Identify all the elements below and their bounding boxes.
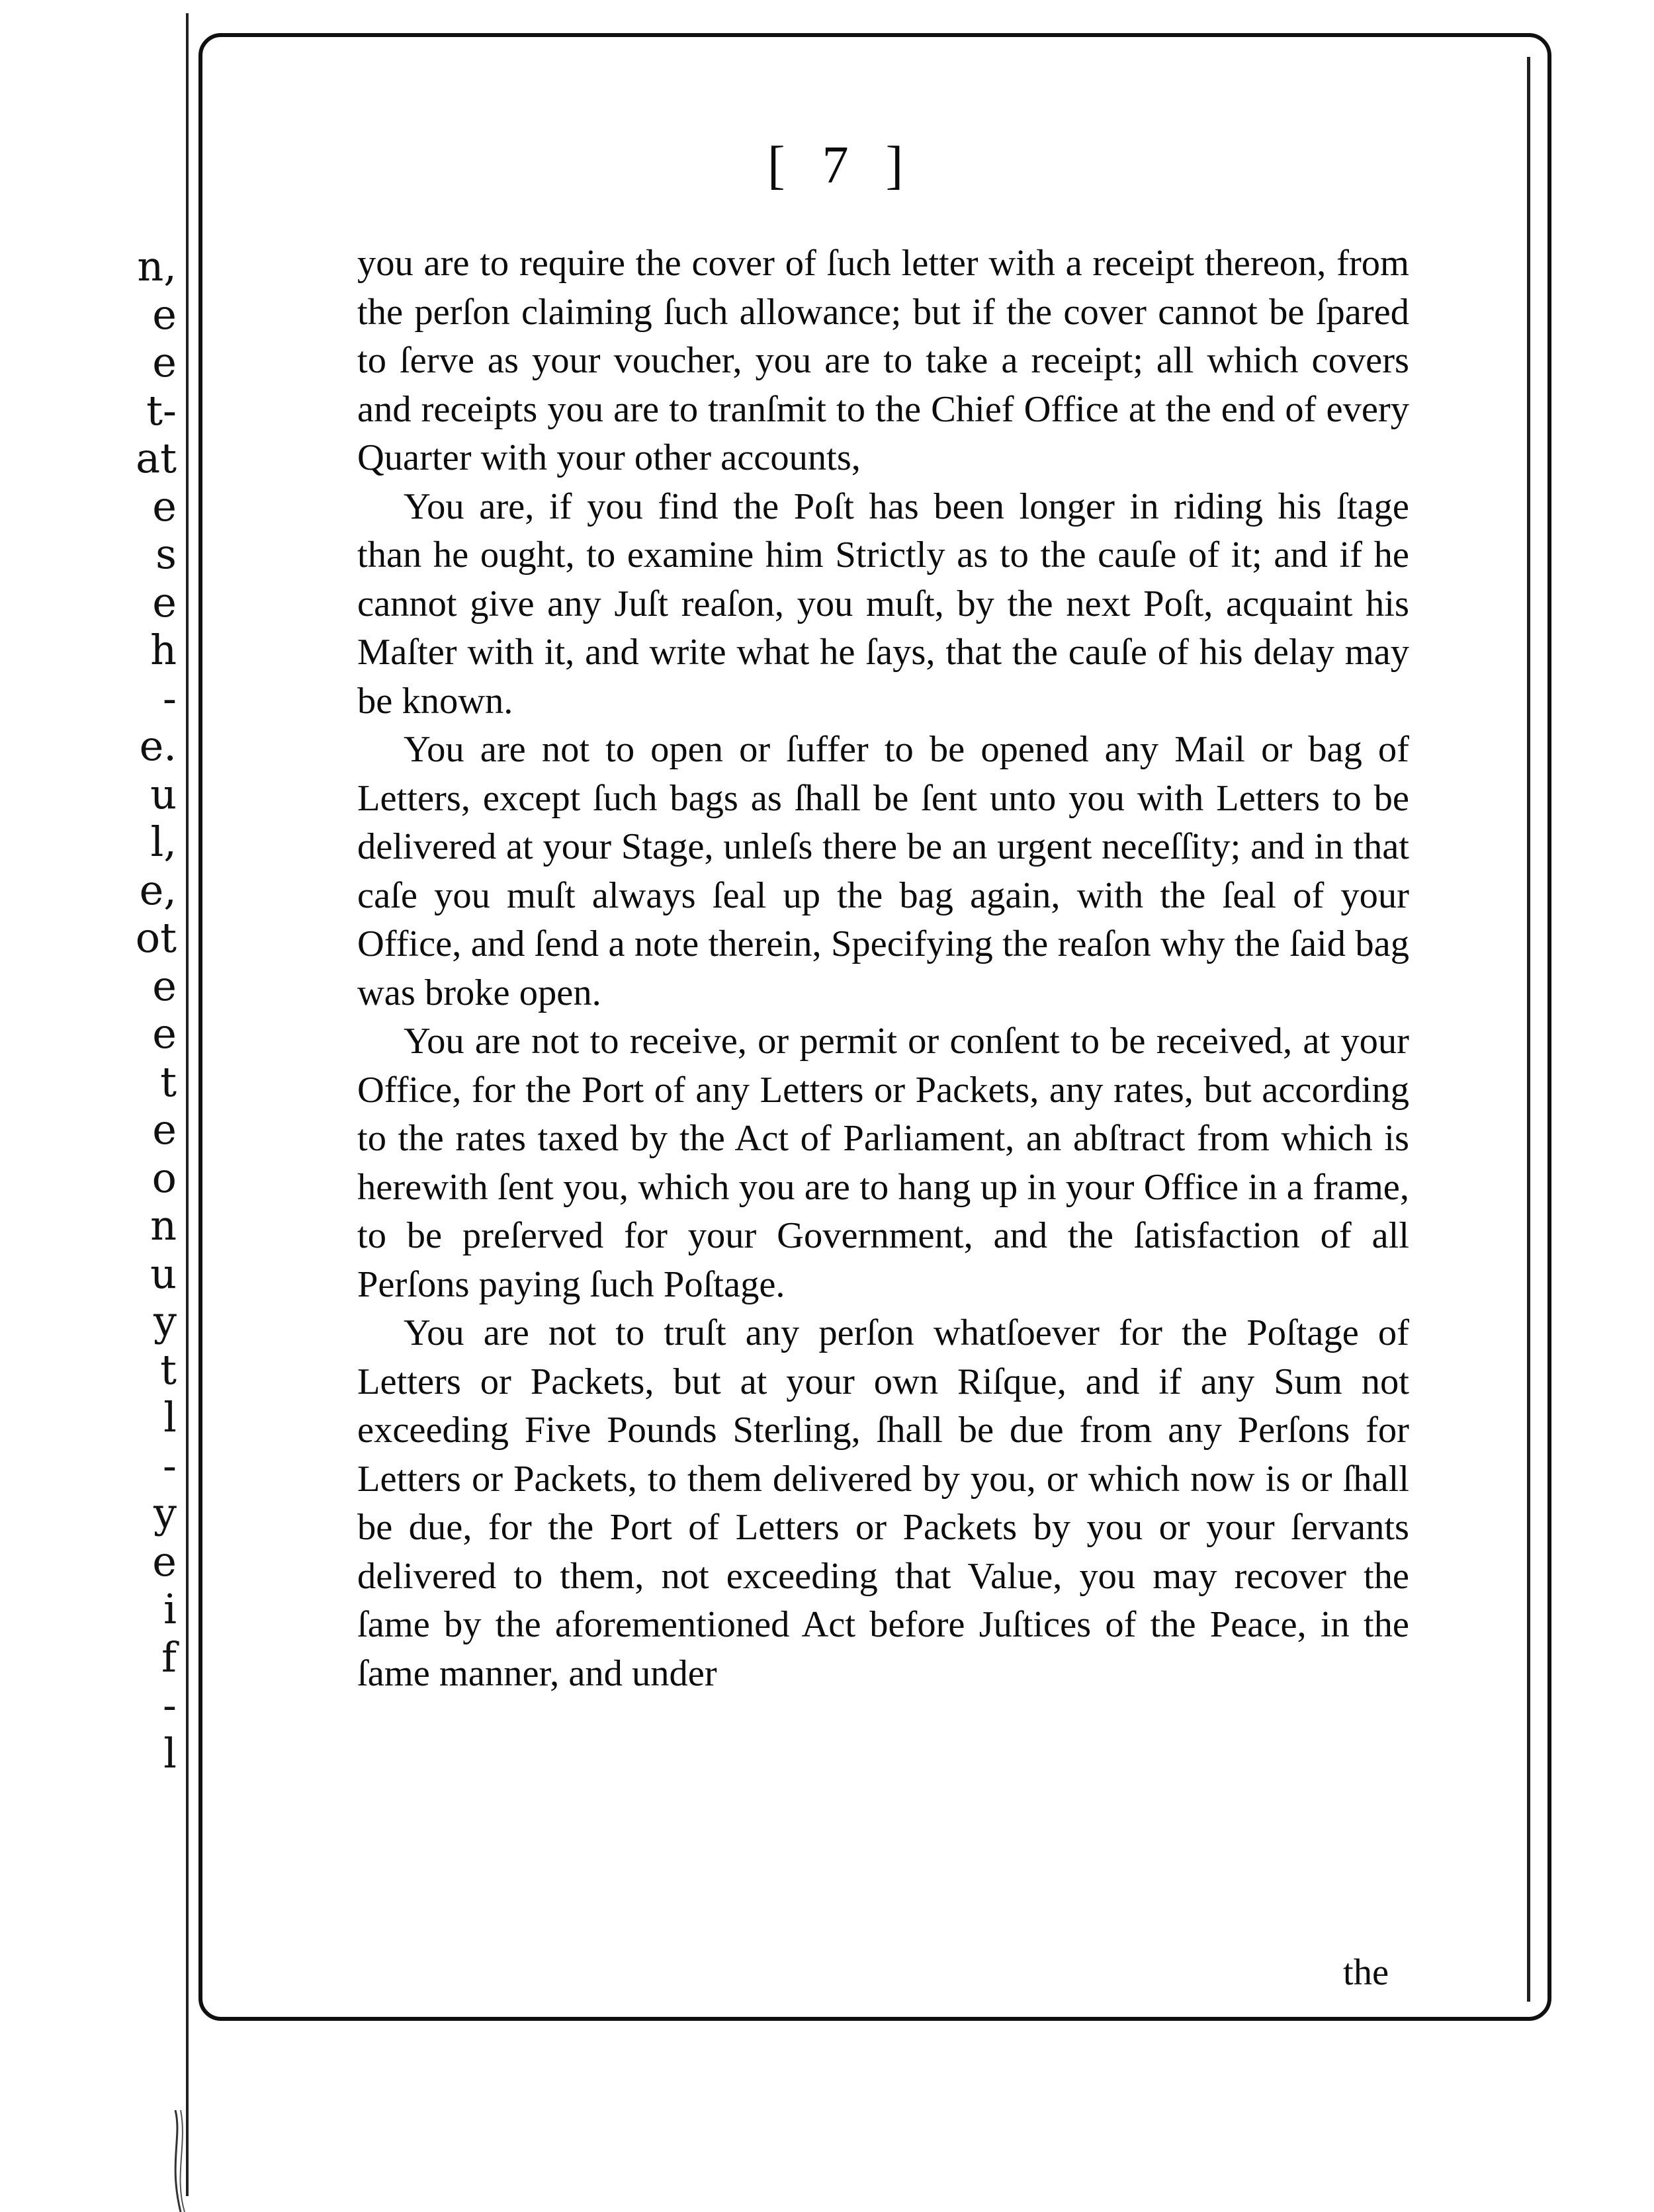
page-number: [ 7 ] <box>767 136 916 194</box>
facing-page-fragment: h <box>150 626 177 674</box>
facing-page-fragment: u <box>150 1249 177 1298</box>
facing-page-fragment: y <box>153 1297 177 1345</box>
facing-page-fragment: ot <box>135 914 177 962</box>
page-edge-line <box>1527 57 1530 2002</box>
paragraph-3: You are not to open or ſuffer to be opened any Mail or bag of Letters, except ſuch bags as ſhall be ſent unto you with Letters to be delivered at your Stage, unleſs there be an urgent neceſſity; and in that caſe you muſt always ſeal up the bag again, with the ſeal of your Office, and ſend a note therein, Specifying the reaſon why the ſaid bag was broke open. <box>357 729 1409 1013</box>
facing-page-fragment: l <box>163 1393 177 1441</box>
facing-page-fragment: - <box>163 673 177 722</box>
facing-page-fragment: u <box>150 769 177 818</box>
paragraph-4: You are not to receive, or permit or conſent to be received, at your Office, for the Port of any Letters or Packets, any rates, but according to the rates taxed by the Act of Parliament, an abſtract from which is herewith ſent you, which you are to hang up in your Office in a frame, to be preſerved for your Government, and the ſatisfaction of all Perſons paying ſuch Poſtage. <box>357 1021 1409 1305</box>
facing-page-fragment: e <box>152 1009 177 1058</box>
facing-page-fragment: e <box>152 290 177 339</box>
facing-page-fragment: l, <box>150 818 177 866</box>
facing-page-fragment: e <box>152 577 177 626</box>
facing-page-fragment: e, <box>139 865 177 914</box>
facing-page-fragment: i <box>163 1585 177 1633</box>
catchword: the <box>1343 1952 1389 1993</box>
paragraph-2: You are, if you find the Poſt has been longer in riding his ſtage than he ought, to examine him Strictly as to the cauſe of it; and if he cannot give any Juſt reaſon, you muſt, by the next Poſt, acquaint his Maſter with it, and write what he ſays, that the cauſe of his delay may be known. <box>357 486 1409 722</box>
page-body <box>357 239 1409 1698</box>
facing-page-fragment: e <box>152 961 177 1010</box>
facing-page-fragment: - <box>163 1441 177 1490</box>
facing-page-fragment: f <box>161 1633 177 1681</box>
facing-page-fragment: t <box>160 1057 177 1106</box>
facing-page-edge <box>0 0 189 2212</box>
facing-page-fragment: e. <box>139 722 177 770</box>
facing-page-fragment: e <box>152 482 177 531</box>
facing-page-fragment: n, <box>137 242 177 290</box>
facing-page-fragment: e <box>152 1537 177 1586</box>
facing-page-fragment: t- <box>146 386 177 435</box>
facing-page-fragment: t <box>160 1345 177 1394</box>
facing-page-fragment: y <box>153 1489 177 1537</box>
facing-page-fragment: e <box>152 338 177 386</box>
facing-page-fragment: o <box>152 1153 177 1202</box>
facing-page-fragment: s <box>155 530 177 578</box>
facing-page-fragment: e <box>152 1105 177 1154</box>
binding-thread <box>169 2110 189 2212</box>
paragraph-5: You are not to truſt any perſon whatſoever for the Poſtage of Letters or Packets, but at your own Riſque, and if any Sum not exceeding Five Pounds Sterling, ſhall be due from any Perſons for Letters or Packets, to them delivered by you, or which now is or ſhall be due, for the Port of Letters or Packets by you or your ſervants delivered to them, not exceeding that Value, you may recover the ſame by the aforementioned Act before Juſtices of the Peace, in the ſame manner, and under <box>357 1312 1409 1694</box>
paragraph-1: you are to require the cover of ſuch letter with a receipt thereon, from the perſon claiming ſuch allowance; but if the cover cannot be ſpared to ſerve as your voucher, you are to take a receipt; all which covers and receipts you are to tranſmit to the Chief Office at the end of every Quarter with your other accounts, <box>357 243 1409 478</box>
facing-page-fragment: at <box>136 434 177 482</box>
facing-page-fragment: n <box>150 1201 177 1250</box>
facing-page-fragment: l <box>163 1728 177 1777</box>
facing-page-fragment: - <box>163 1681 177 1729</box>
